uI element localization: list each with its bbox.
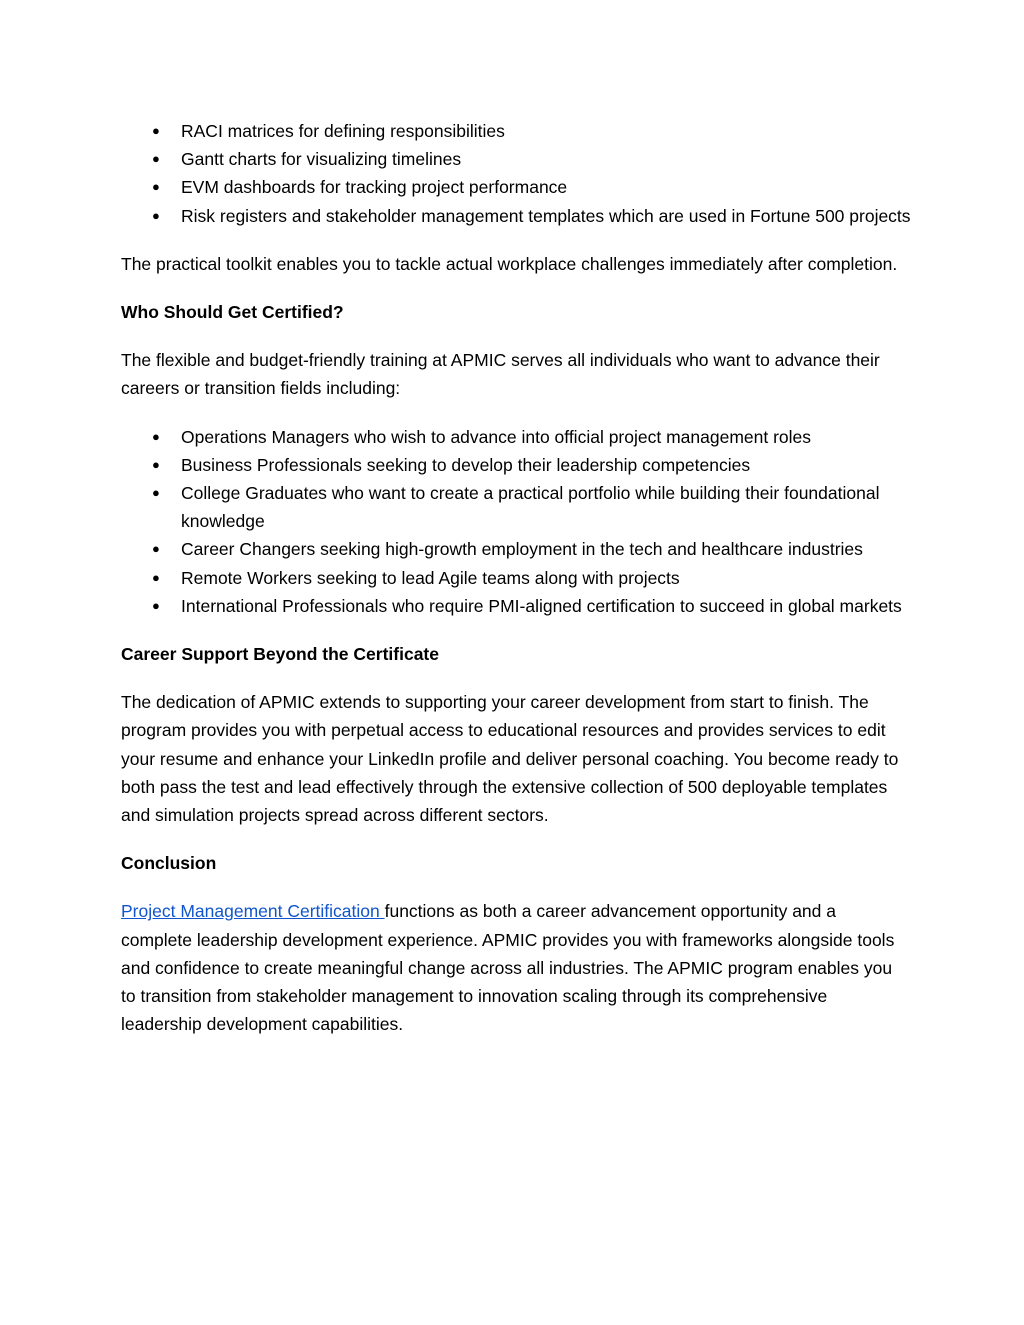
bullet-icon: ● xyxy=(152,207,160,223)
bullet-icon: ● xyxy=(152,123,160,138)
audience-intro-paragraph: The flexible and budget-friendly training at APMIC serves all individuals who want to advance their careers or transition fields including: xyxy=(121,350,880,399)
career-support-paragraph: The dedication of APMIC extends to supporting your career development from start to finish. The program provides you with perpetual access to educational resources and provides services to edit your resume and enhance your LinkedIn profile and deliver personal coaching. You become ready to both pass the test and lead effectively through the extensive collection of 500 deployable templates and simulation projects spread across different sectors. xyxy=(121,692,899,826)
list-item: ● Business Professionals seeking to develop their leadership competencies xyxy=(121,451,911,479)
bullet-icon: ● xyxy=(152,428,160,444)
toolkit-paragraph: The practical toolkit enables you to tackle actual workplace challenges immediately after completion. xyxy=(121,253,898,274)
list-item: ● Gantt charts for visualizing timelines xyxy=(121,145,911,173)
list-item: ● College Graduates who want to create a practical portfolio while building their foundational knowledge xyxy=(121,479,911,535)
list-item: ● Career Changers seeking high-growth employment in the tech and healthcare industries xyxy=(121,535,911,563)
audience-list xyxy=(121,423,911,620)
bullet-icon: ● xyxy=(152,151,160,167)
bullet-icon: ● xyxy=(152,456,160,472)
list-item: ● Risk registers and stakeholder management templates which are used in Fortune 500 projects xyxy=(121,202,911,230)
bullet-icon: ● xyxy=(152,541,160,557)
list-item: ● EVM dashboards for tracking project performance xyxy=(121,173,911,201)
conclusion-text: functions as both a career advancement opportunity and a complete leadership development experience. APMIC provides you with frameworks alongside tools and confidence to create meaningful change across all industries. The APMIC program enables you to transition from stakeholder management to innovation scaling through its comprehensive leadership development capabilities. xyxy=(121,901,895,1035)
document-page xyxy=(121,117,911,1038)
list-item: ● Remote Workers seeking to lead Agile teams along with projects xyxy=(121,564,911,592)
section-heading-conclusion: Conclusion xyxy=(121,853,217,874)
certification-link[interactable]: Project Management Certification xyxy=(121,901,385,922)
list-item: ● RACI matrices for defining responsibilities xyxy=(121,117,911,145)
bullet-icon: ● xyxy=(152,569,160,585)
conclusion-paragraph xyxy=(121,897,911,1038)
bullet-icon: ● xyxy=(152,179,160,195)
list-item: ● International Professionals who require PMI-aligned certification to succeed in global markets xyxy=(121,592,911,620)
bullet-icon: ● xyxy=(152,597,160,613)
section-heading-career-support: Career Support Beyond the Certificate xyxy=(121,644,439,665)
toolkit-list xyxy=(121,117,911,230)
section-heading-who-should-get-certified: Who Should Get Certified? xyxy=(121,302,344,323)
list-item: ● Operations Managers who wish to advance into official project management roles xyxy=(121,423,911,451)
bullet-icon: ● xyxy=(152,485,160,501)
